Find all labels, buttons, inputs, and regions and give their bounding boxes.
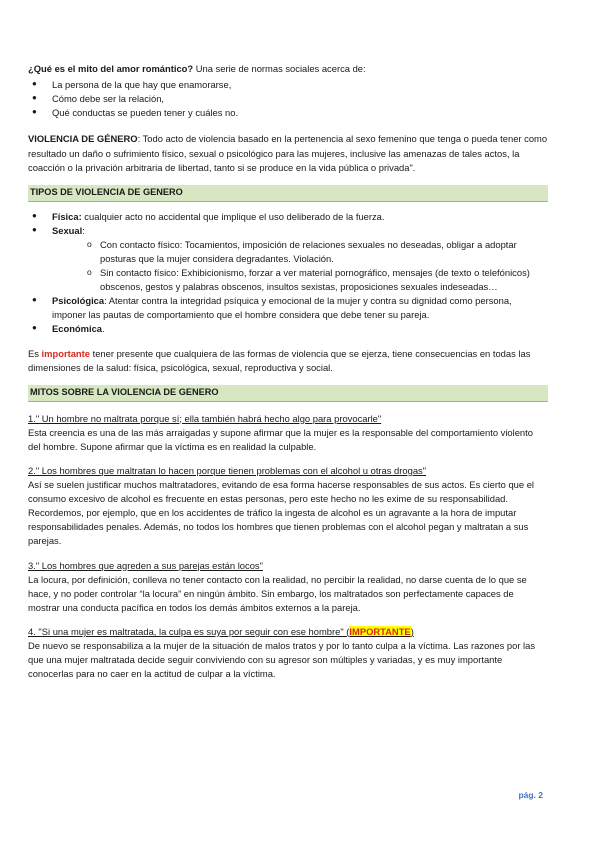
fisica-label: Física: [52,210,82,222]
myth-4-title-close: ) [410,625,414,637]
myth-1-body: Esta creencia es una de las más arraigadas y supone afirmar que la mujer es la responsable del comportamiento violento del hombre. Supone afirmar que la víctima es en realidad la culpable. [28,426,533,452]
page-number: pág. 2 [518,790,543,800]
econ-text: . [102,323,105,335]
sexual-colon: : [82,224,85,236]
myth-4-title-text: 4. "Si una mujer es maltratada, la culpa es suya por seguir con ese hombre" ( [28,625,350,637]
types-list [28,210,548,337]
intro-question-bold: ¿Qué es el mito del amor romántico? [28,63,194,74]
intro-answer: Una serie de normas sociales acerca de: [193,63,366,74]
fisica-text: cualquier acto no accidental que implique el uso deliberado de la fuerza. [81,210,385,222]
important-note [28,347,548,375]
list-item: ● Cómo debe ser la relación, [28,92,548,106]
list-item [28,224,548,295]
myth-2-title: 2." Los hombres que maltratan lo hacen porque tienen problemas con el alcohol u otras drogas" [28,464,427,476]
definition-term: VIOLENCIA DE GÉNERO [28,133,138,145]
list-item [28,294,548,322]
myth-4-title [28,625,548,639]
note-pre: Es [28,347,42,359]
myth-3-title: 3." Los hombres que agreden a sus parejas están locos" [28,559,263,571]
intro-question [28,62,548,76]
intro-list [28,78,548,120]
sexual-label: Sexual [52,224,83,236]
myth-1-title: 1." Un hombre no maltrata porque sí; ella también habrá hecho algo para provocarle" [28,412,382,424]
list-item: ● La persona de la que hay que enamorarse, [28,78,548,92]
types-section-header: TIPOS DE VIOLENCIA DE GENERO [28,185,548,202]
note-highlight: importante [41,347,90,359]
sexual-sublist [52,238,548,294]
list-item [28,322,548,336]
definition-text: : Todo acto de violencia basado en la pertenencia al sexo femenino que tenga o pueda tener como resultado un daño o sufrimiento físico, sexual o psicológico para las mujeres, inclusive las amenazas de tales actos, la coacción o la privación arbitraria de libertad, tanto si se produce en la vida pública o privada". [28,133,548,173]
sub-list-item: o Con contacto físico: Tocamientos, imposición de relaciones sexuales no deseadas, obligar a adoptar posturas que la mujer considera degradantes. Violación. [52,238,548,266]
note-post: tener presente que cualquiera de las formas de violencia que se ejerza, tiene consecuencias en todas las dimensiones de la salud: física, psicológica, sexual, reproductiva y social. [28,347,531,373]
myths-section-header: MITOS SOBRE LA VIOLENCIA DE GENERO [28,385,548,402]
list-item [28,210,548,224]
myth-2-body: Así se suelen justificar muchos maltratadores, evitando de esa forma hacerse responsables de sus actos. Es cierto que el consumo excesivo de alcohol es frecuente en estas personas, pero este hecho no les exime de su responsabilidad. Recordemos, por ejemplo, que en los accidentes de tráfico la ingesta de alcohol es un agravante a la hora de imputar responsabilidades penales. Además, no todos los hombres que tienen problemas con el alcohol pegan y maltratan a sus parejas. [28,479,534,547]
myth-3-body: La locura, por definición, conlleva no tener contacto con la realidad, no percibir la realidad, no darse cuenta de lo que se hace, y no poder controlar “la locura” en ningún ámbito. Sin embargo, los maltratados son perfectamente capaces de mostrar una conducta pacífica en todos los demás ámbitos externos a la pareja. [28,573,527,613]
myth-4-important-badge: IMPORTANTE [349,625,411,637]
myth-4-body: De nuevo se responsabiliza a la mujer de la situación de malos tratos y por lo tanto culpa a la víctima. Las razones por las que una mujer maltratada decide seguir conviviendo con su agresor son múltiples y variadas, y es muy importante conocerlas para no caer en la actitud de culpar a la víctima. [28,640,536,680]
psico-text: : Atentar contra la integridad psíquica y emocional de la mujer y contra su dignidad como persona, imponer las pautas de comportamiento que el hombre considera que debe tener su pareja. [52,295,512,321]
psico-label: Psicológica [52,295,105,307]
sub-list-item: o Sin contacto físico: Exhibicionismo, forzar a ver material pornográfico, mensajes (de texto o telefónicos) obscenos, gestos y palabras obscenos, insultos sexistas, proposiciones sexuales indeseadas… [52,266,548,294]
list-item: ● Qué conductas se pueden tener y cuáles no. [28,106,548,120]
document-page [28,62,548,681]
definition-paragraph [28,132,548,174]
econ-label: Económica [52,323,103,335]
